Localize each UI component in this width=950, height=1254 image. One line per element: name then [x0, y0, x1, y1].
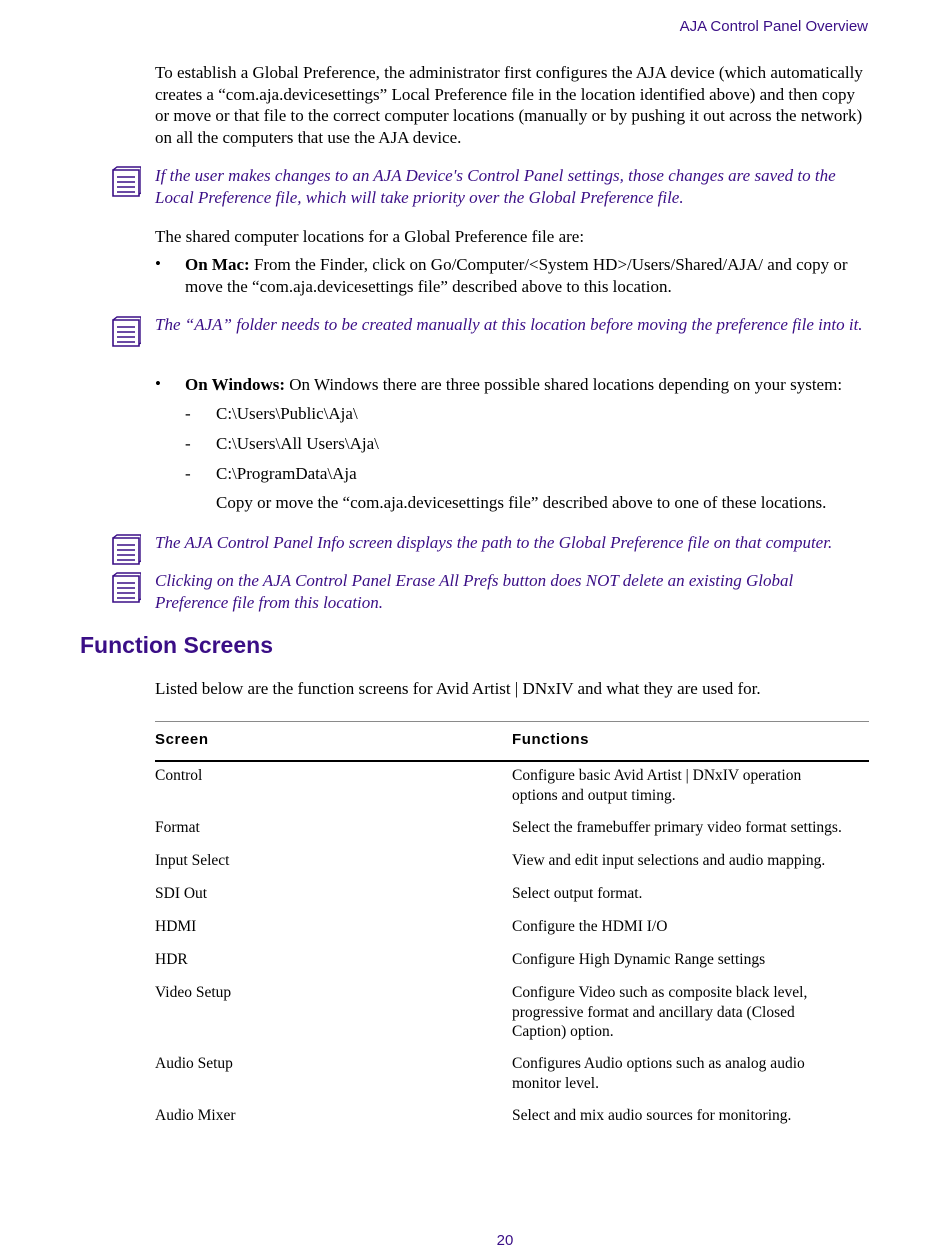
section-intro: Listed below are the function screens for Avid Artist | DNxIV and what they are used for.: [155, 679, 761, 698]
note-icon: [111, 572, 141, 604]
note-icon: [111, 534, 141, 566]
table-cell-screen: Control: [155, 767, 203, 784]
table-cell-screen: Input Select: [155, 852, 230, 869]
table-cell-function: Configure the HDMI I/O: [512, 918, 668, 935]
dash-marker: -: [185, 464, 191, 483]
note-info-screen: The AJA Control Panel Info screen displays the path to the Global Preference file on that computer.: [155, 533, 833, 552]
table-cell-screen: HDMI: [155, 918, 197, 935]
windows-path-programdata: C:\ProgramData\Aja: [216, 464, 357, 483]
table-cell-screen: Audio Setup: [155, 1055, 233, 1072]
table-header-functions: Functions: [512, 731, 590, 748]
note-aja-folder: The “AJA” folder needs to be created manually at this location before moving the preference file into it.: [155, 315, 863, 334]
bullet-mac: [185, 254, 875, 297]
table-cell-screen: Format: [155, 819, 200, 836]
table-cell-function: Configure basic Avid Artist | DNxIV operation options and output timing.: [512, 767, 802, 804]
bullet-mac-text: From the Finder, click on Go/Computer/<System HD>/Users/Shared/AJA/ and copy or move the “com.aja.devicesettings file” described above to this location.: [185, 255, 848, 296]
windows-path-all-users: C:\Users\All Users\Aja\: [216, 434, 379, 453]
bullet-marker: •: [155, 254, 161, 273]
table-cell-screen: HDR: [155, 951, 188, 968]
table-cell-function: Select output format.: [512, 885, 643, 902]
table-cell-screen: Audio Mixer: [155, 1107, 236, 1124]
note-icon: [111, 316, 141, 348]
table-cell-function: View and edit input selections and audio mapping.: [512, 852, 826, 869]
page-number: 20: [496, 1232, 514, 1249]
dash-marker: -: [185, 404, 191, 423]
table-cell-function: Configures Audio options such as analog audio monitor level.: [512, 1055, 805, 1092]
running-header: AJA Control Panel Overview: [679, 18, 868, 35]
intro-paragraph: To establish a Global Preference, the administrator first configures the AJA device (which automatically creates a “com.aja.devicesettings” Local Preference file in the location identified above) and then copy or move or that file to the correct computer locations (manually or by pushing it out across the network) on all the computers that use the AJA device.: [155, 63, 863, 147]
note-icon: [111, 166, 141, 198]
table-cell-function: Select the framebuffer primary video format settings.: [512, 819, 842, 836]
bullet-marker: •: [155, 374, 161, 393]
windows-copy-note: Copy or move the “com.aja.devicesettings file” described above to one of these locations.: [216, 493, 827, 512]
shared-locations-intro: The shared computer locations for a Global Preference file are:: [155, 227, 585, 246]
dash-marker: -: [185, 434, 191, 453]
bullet-windows-label: On Windows:: [185, 375, 285, 394]
windows-path-public: C:\Users\Public\Aja\: [216, 404, 358, 423]
table-top-rule: [155, 721, 869, 722]
table-cell-function: Configure Video such as composite black level, progressive format and ancillary data (Closed Caption) option.: [512, 984, 808, 1040]
note-erase-prefs: Clicking on the AJA Control Panel Erase All Prefs button does NOT delete an existing Global Preference file from this location.: [155, 571, 794, 612]
table-cell-screen: Video Setup: [155, 984, 232, 1001]
bullet-mac-label: On Mac:: [185, 255, 250, 274]
table-cell-function: Configure High Dynamic Range settings: [512, 951, 766, 968]
bullet-windows-text: On Windows there are three possible shared locations depending on your system:: [285, 375, 843, 394]
section-heading: Function Screens: [80, 632, 273, 658]
bullet-windows: [185, 374, 875, 396]
note-local-preference: If the user makes changes to an AJA Device's Control Panel settings, those changes are saved to the Local Preference file, which will take priority over the Global Preference file.: [155, 166, 836, 207]
table-header-screen: Screen: [155, 731, 209, 748]
table-cell-function: Select and mix audio sources for monitoring.: [512, 1107, 792, 1124]
table-header-rule: [155, 760, 869, 762]
table-cell-screen: SDI Out: [155, 885, 208, 902]
